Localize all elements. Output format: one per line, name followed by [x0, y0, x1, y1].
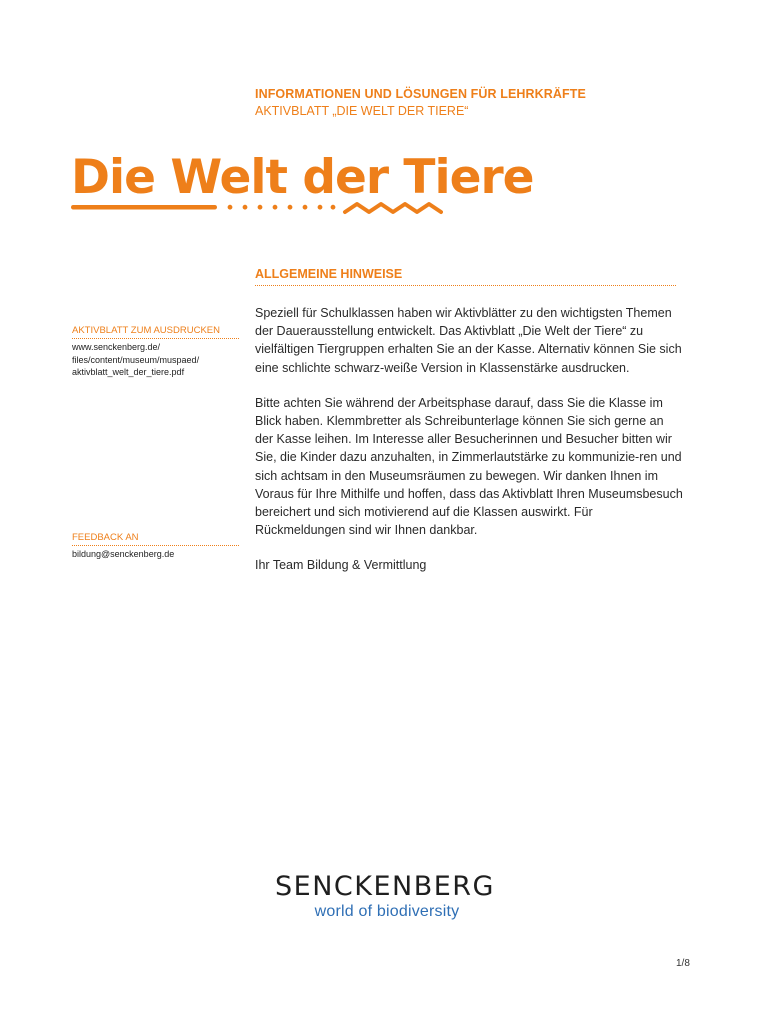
download-label: AKTIVBLATT ZUM AUSDRUCKEN [72, 325, 239, 339]
download-url-line[interactable]: aktivblatt_welt_der_tiere.pdf [72, 367, 185, 377]
page-title: Die Welt der Tiere [71, 150, 534, 205]
section-body [255, 304, 685, 592]
page-number: 1/8 [676, 958, 690, 969]
document-header [255, 86, 586, 119]
paragraph-3-signature: Ihr Team Bildung & Vermittlung [255, 558, 427, 573]
feedback-info-box [72, 532, 239, 561]
logo-tagline: world of biodiversity [314, 903, 460, 920]
download-url-line[interactable]: files/content/museum/muspaed/ [72, 354, 200, 365]
logo-name: SENCKENBERG [275, 871, 495, 902]
feedback-label: FEEDBACK AN [72, 532, 239, 546]
feedback-email[interactable]: bildung@senckenberg.de [72, 549, 175, 559]
paragraph-1: Speziell für Schulklassen haben wir Aktivblätter zu den wichtigsten Themen der Dauerausstellung entwickelt. Das Aktivblatt „Die Welt der Tiere“ zu vielfältigen Tiergruppen erhalten Sie an der Kasse. Alternativ können Sie sich eine schlichte schwarz-weiße Version in Klassenstärke ausdrucken. [255, 306, 682, 375]
title-underline-decoration [71, 198, 443, 218]
download-url-line[interactable]: www.senckenberg.de/ [72, 342, 161, 352]
paragraph-2: Bitte achten Sie während der Arbeitsphase darauf, dass Sie die Klasse im Blick haben. Klemmbretter als Schreibunterlage können Sie sich gerne an der Kasse leihen. Im Interesse aller Besucherinnen und Besucher bitten wir Sie, die Kinder dazu anzuhalten, in Zimmerlautstärke zu kommunizie-ren und sich achtsam in den Museumsräumen zu bewegen. Wir danken Ihnen im Voraus für Ihre Mithilfe und hoffen, dass das Aktivblatt Ihren Museumsbesuch bereichert und sich motivierend auf die Klassen auswirkt. Für Rückmeldungen sind wir Ihnen dankbar. [255, 395, 683, 538]
download-url[interactable] [72, 341, 239, 379]
header-line-2: AKTIVBLATT „DIE WELT DER TIERE“ [255, 104, 469, 118]
senckenberg-logo [255, 872, 515, 922]
section-heading: ALLGEMEINE HINWEISE [255, 267, 676, 286]
download-info-box [72, 325, 239, 379]
header-line-1: INFORMATIONEN UND LÖSUNGEN FÜR LEHRKRÄFTE [255, 87, 586, 101]
